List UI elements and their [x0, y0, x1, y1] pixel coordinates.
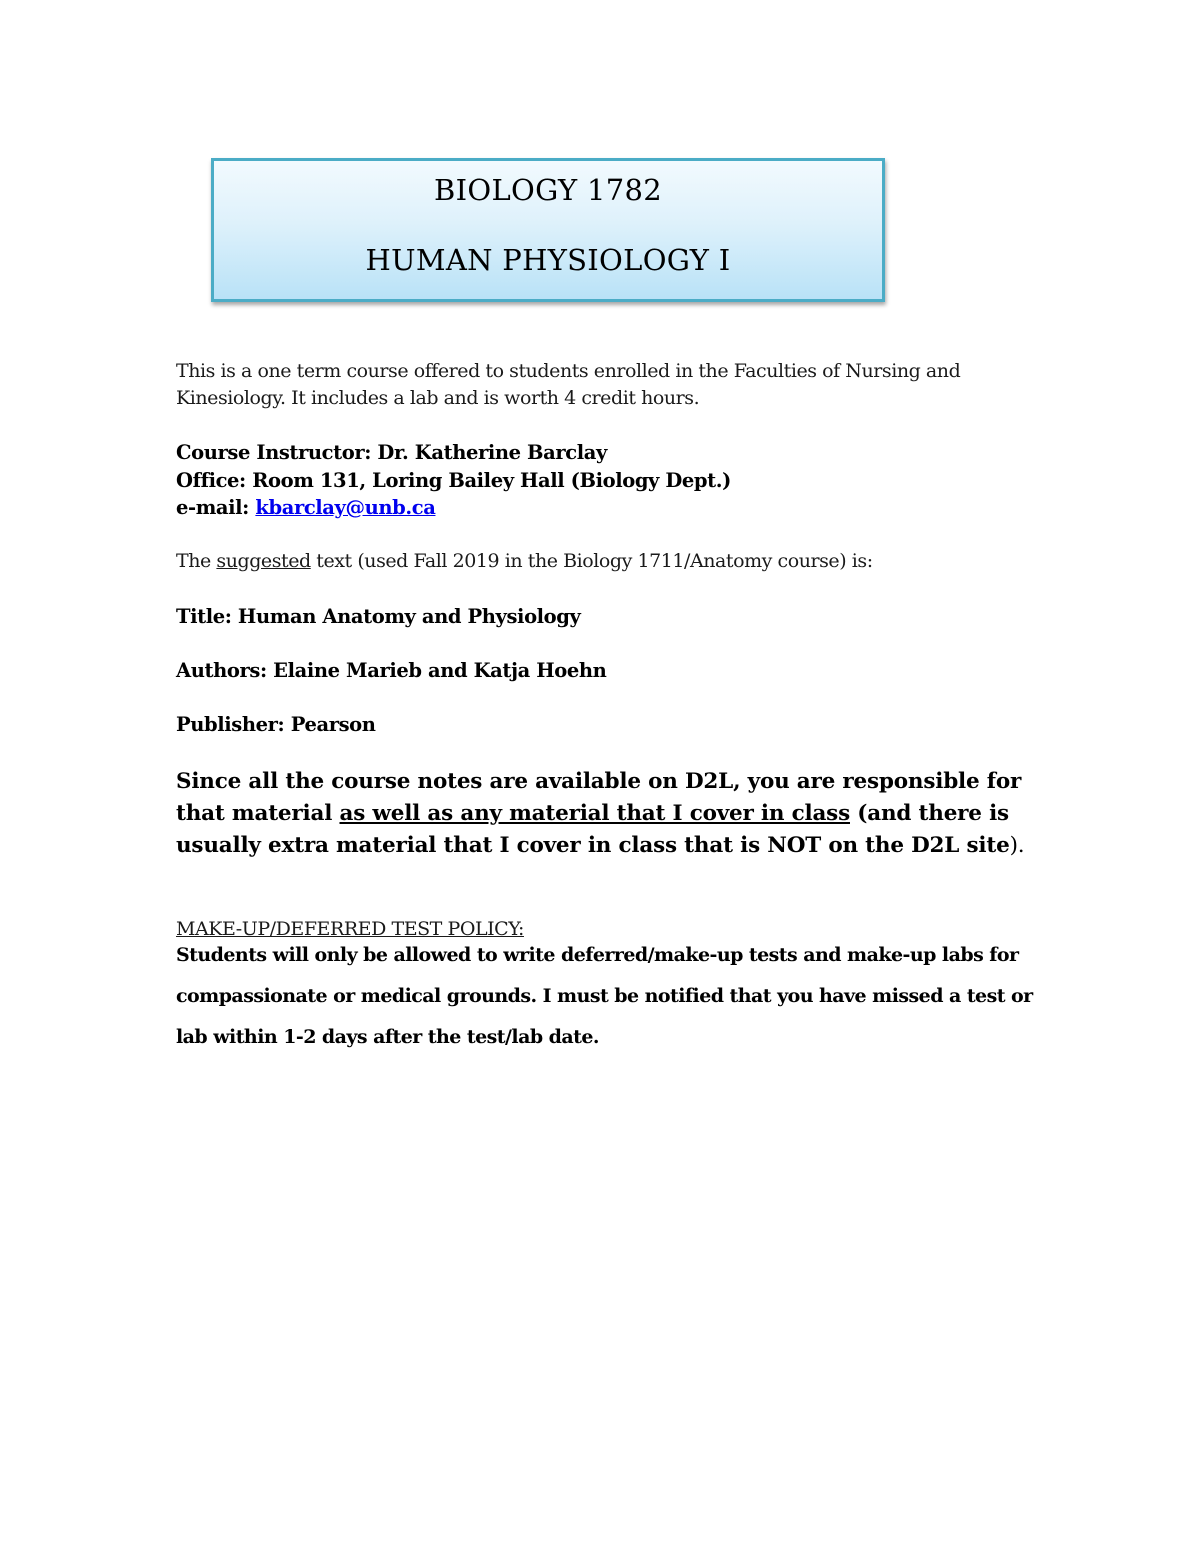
intro-line-1: This is a one term course offered to students enrolled in the Faculties of Nursing and: [176, 360, 961, 382]
suggested-word: suggested: [216, 550, 311, 572]
course-title-box: [211, 158, 885, 302]
intro-line-2: Kinesiology. It includes a lab and is worth 4 credit hours.: [176, 387, 700, 409]
policy-line-2: compassionate or medical grounds. I must be notified that you have missed a test or: [176, 985, 1033, 1007]
policy-line-1: Students will only be allowed to write deferred/make-up tests and make-up labs for: [176, 944, 1019, 966]
notice-line-3-end: ).: [1009, 833, 1025, 858]
suggested-pre: The: [176, 550, 217, 572]
notice-line-3: [176, 830, 1024, 863]
course-title: HUMAN PHYSIOLOGY I: [365, 243, 731, 277]
email-link[interactable]: kbarclay@unb.ca: [255, 496, 436, 519]
policy-line-3: lab within 1-2 days after the test/lab date.: [176, 1026, 599, 1048]
notice-line-2-pre: that material: [176, 801, 340, 826]
email-label: e-mail:: [176, 496, 256, 519]
textbook-publisher: Publisher: Pearson: [176, 713, 376, 736]
office-line: Office: Room 131, Loring Bailey Hall (Biology Dept.): [176, 469, 731, 492]
email-line: [176, 494, 435, 521]
textbook-title: Title: Human Anatomy and Physiology: [176, 605, 581, 628]
policy-heading: MAKE-UP/DEFERRED TEST POLICY:: [176, 918, 524, 940]
notice-line-2: [176, 798, 1009, 831]
instructor-line: Course Instructor: Dr. Katherine Barclay: [176, 441, 607, 464]
textbook-authors: Authors: Elaine Marieb and Katja Hoehn: [176, 659, 607, 682]
notice-line-3-text: usually extra material that I cover in class that is NOT on the D2L site: [176, 833, 1010, 858]
notice-line-2-post: (and there is: [850, 801, 1009, 826]
suggested-text-line: [176, 548, 873, 575]
notice-line-1: Since all the course notes are available on D2L, you are responsible for: [176, 769, 1022, 794]
suggested-post: text (used Fall 2019 in the Biology 1711/Anatomy course) is:: [310, 550, 873, 572]
course-code: BIOLOGY 1782: [434, 173, 662, 207]
notice-underlined: as well as any material that I cover in class: [339, 801, 850, 826]
